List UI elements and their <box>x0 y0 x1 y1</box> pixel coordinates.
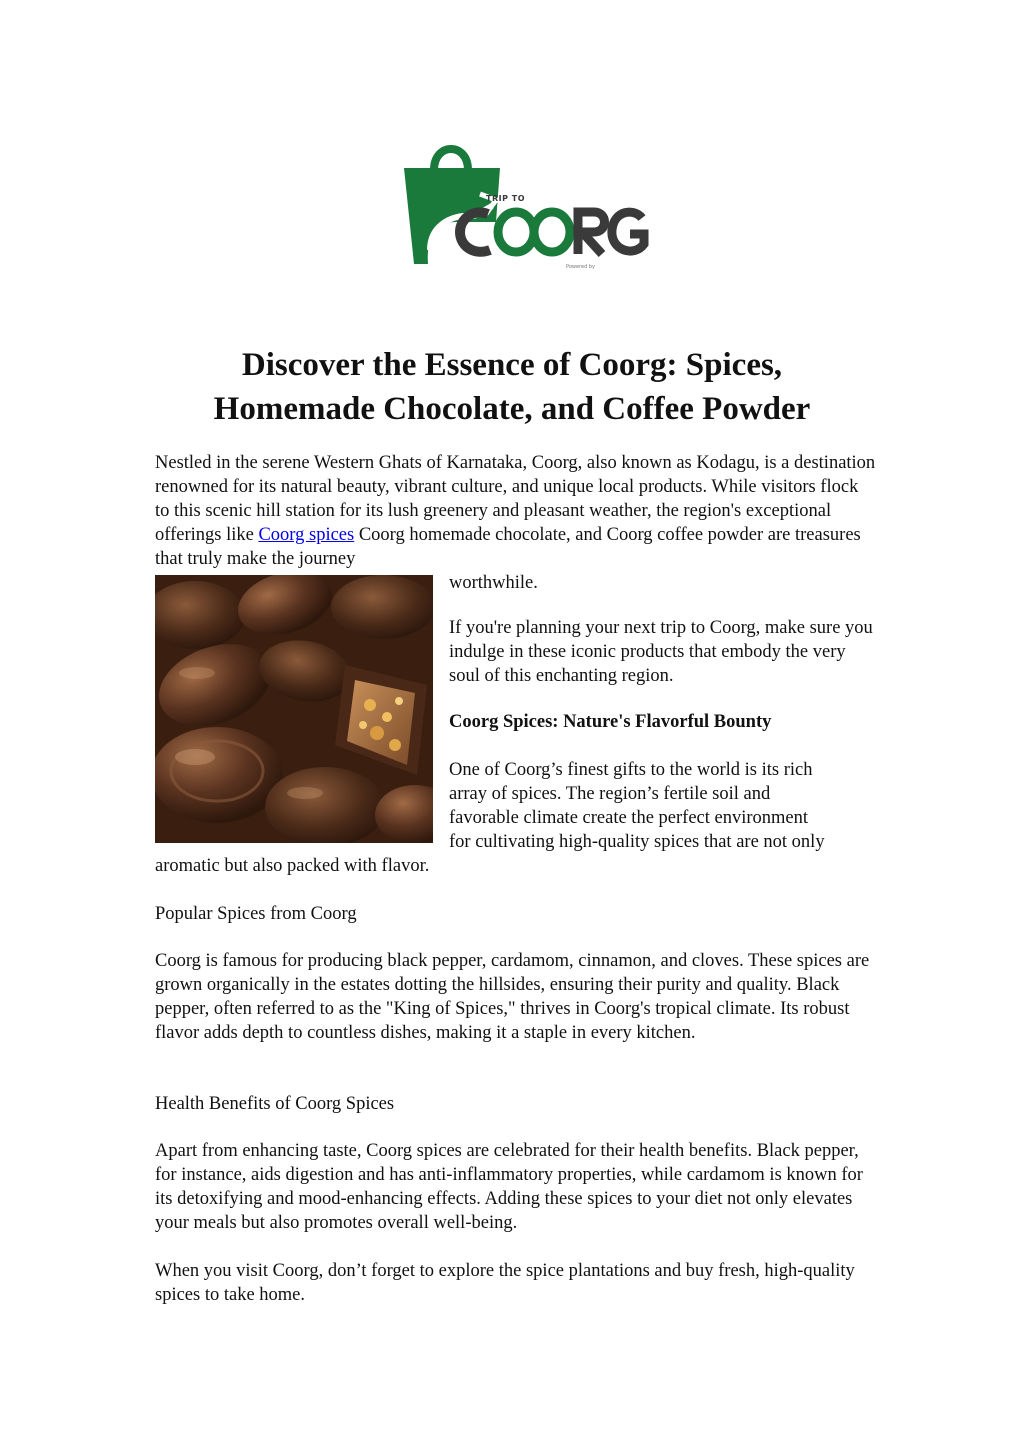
title-line-1: Discover the Essence of Coorg: Spices, <box>241 347 783 383</box>
logo-trip-to-text: TRIP TO <box>486 194 525 203</box>
intro-text-before-link: Nestled in the serene Western Ghats of Karnataka, Coorg, also known as Kodagu, is a destination renowned for its natural beauty, vibrant culture, and unique local products. While visitors flock to this scenic hill station for its lush greenery and pleasant weather, the region's exceptional offerings like <box>155 453 876 545</box>
popular-spices-paragraph: Coorg is famous for producing black pepper, cardamom, cinnamon, and cloves. These spices are grown organically in the estates dotting the hillsides, ensuring their purity and quality. Black pepper, often referred to as the "King of Spices," thrives in Coorg's tropical climate. Its robust flavor adds depth to countless dishes, making it a staple in every kitchen. <box>155 951 870 1043</box>
popular-spices-subheading: Popular Spices from Coorg <box>155 904 357 924</box>
gifts-line-2: array of spices. The region’s fertile soil and <box>449 784 771 804</box>
coorg-spices-link[interactable]: Coorg spices <box>258 525 355 545</box>
visit-paragraph: When you visit Coorg, don’t forget to explore the spice plantations and buy fresh, high-quality spices to take home. <box>155 1261 855 1305</box>
shopping-bag-logo-icon <box>396 130 652 276</box>
gifts-line-3: favorable climate create the perfect environment <box>449 808 809 828</box>
gifts-line-4: for cultivating high-quality spices that are not only <box>449 832 825 852</box>
chocolates-image <box>155 575 433 843</box>
plan-paragraph: If you're planning your next trip to Coorg, make sure you indulge in these iconic products that embody the very soul of this enchanting region. <box>449 618 873 686</box>
health-benefits-subheading: Health Benefits of Coorg Spices <box>155 1094 395 1114</box>
spices-heading: Coorg Spices: Nature's Flavorful Bounty <box>449 712 772 732</box>
chocolates-picture <box>155 575 433 843</box>
intro-text-after-link: Coorg homemade chocolate, and Coorg coffee powder are treasures that truly make the journey <box>155 525 861 569</box>
logo-powered-text: Powered by <box>566 264 595 270</box>
intro-last-line: worthwhile. <box>449 573 538 593</box>
page-title <box>150 343 874 431</box>
gifts-line-5: aromatic but also packed with flavor. <box>155 856 430 876</box>
title-line-2: Homemade Chocolate, and Coffee Powder <box>213 391 811 427</box>
intro-paragraph <box>155 451 877 571</box>
gifts-line-1: One of Coorg’s finest gifts to the world is its rich <box>449 760 813 780</box>
health-benefits-paragraph: Apart from enhancing taste, Coorg spices are celebrated for their health benefits. Black pepper, for instance, aids digestion and has anti-inflammatory properties, while cardamom is known for its detoxifying and mood-enhancing effects. Adding these spices to your diet not only elevates your meals but also promotes overall well-being. <box>155 1141 863 1233</box>
